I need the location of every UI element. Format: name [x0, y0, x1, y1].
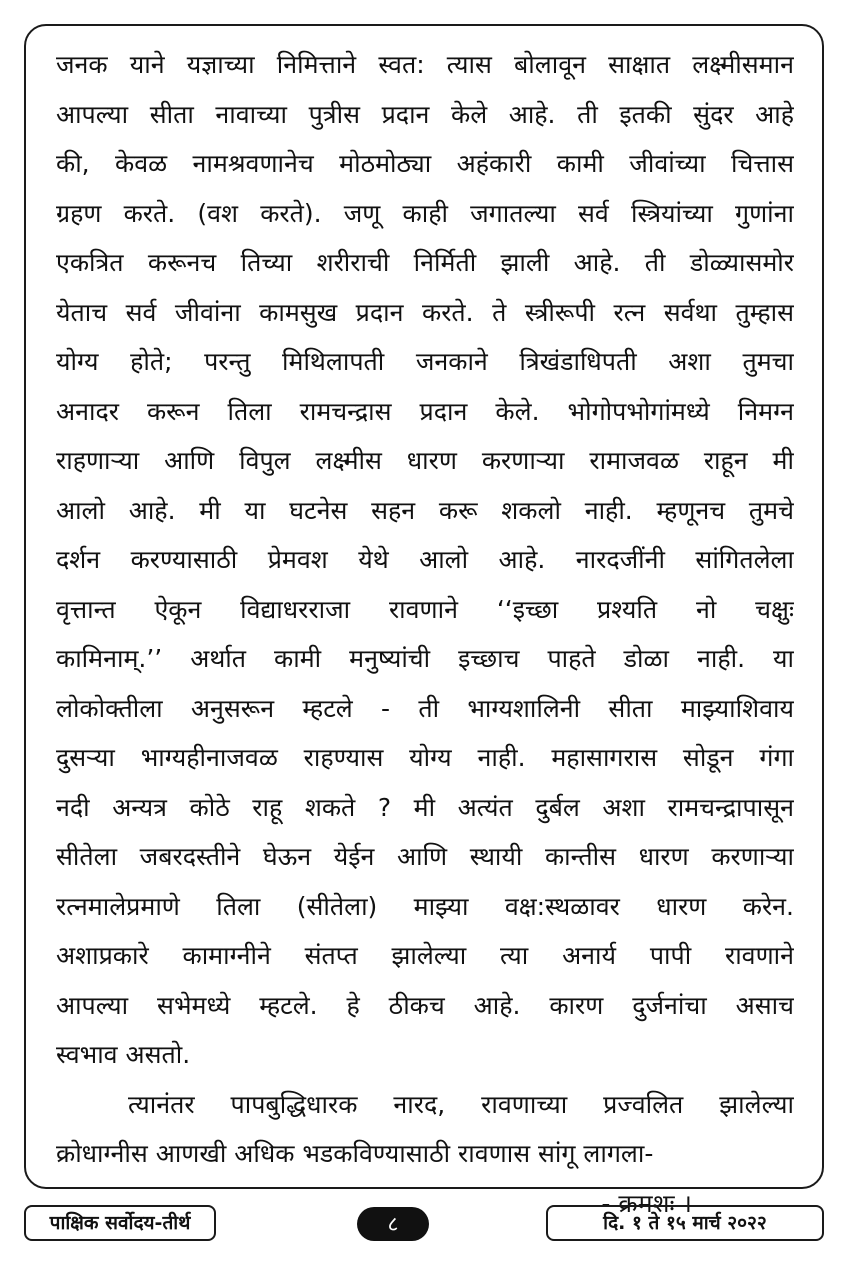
- body-line: ग्रहण करते. (वश करते). जणू काही जगातल्या सर्व स्त्रियांच्या गुणांना: [56, 198, 794, 228]
- body-line: नदी अन्यत्र कोठे राहू शकते ? मी अत्यंत दुर्बल अशा रामचन्द्रापासून: [56, 792, 794, 822]
- body-line: आपल्या सभेमध्ये म्हटले. हे ठीकच आहे. कारण दुर्जनांचा असाच: [56, 990, 794, 1020]
- body-line: की, केवळ नामश्रवणानेच मोठमोठ्या अहंकारी कामी जीवांच्या चित्तास: [56, 149, 794, 178]
- body-line: कामिनाम्.’’ अर्थात कामी मनुष्यांची इच्छाच पाहते डोळा नाही. या: [56, 644, 794, 673]
- issue-date: दि. १ ते १५ मार्च २०२२: [546, 1205, 824, 1241]
- body-line: दुसऱ्या भाग्यहीनाजवळ राहण्यास योग्य नाही. महासागरास सोडून गंगा: [56, 743, 794, 772]
- body-line: अशाप्रकारे कामाग्नीने संतप्त झालेल्या त्या अनार्य पापी रावणाने: [56, 941, 794, 970]
- to-be-continued: - क्रमशः ।: [601, 1188, 692, 1218]
- body-line: वृत्तान्त ऐकून विद्याधरराजा रावणाने ‘‘इच्छा प्रश्यति नो चक्षुः: [56, 594, 794, 624]
- body-line: आलो आहे. मी या घटनेस सहन करू शकलो नाही. म्हणूनच तुमचे: [56, 495, 794, 525]
- body-line: जनक याने यज्ञाच्या निमित्ताने स्वत: त्यास बोलावून साक्षात लक्ष्मीसमान: [56, 50, 794, 79]
- body-line: दर्शन करण्यासाठी प्रेमवश येथे आलो आहे. नारदजींनी सांगितलेला: [56, 545, 794, 574]
- body-line: स्वभाव असतो.: [56, 1040, 191, 1069]
- body-line: योग्य होते; परन्तु मिथिलापती जनकाने त्रिखंडाधिपती अशा तुमचा: [56, 347, 794, 376]
- body-line: आपल्या सीता नावाच्या पुत्रीस प्रदान केले आहे. ती इतकी सुंदर आहे: [56, 99, 794, 129]
- publication-name: पाक्षिक सर्वोदय-तीर्थ: [24, 1205, 216, 1241]
- body-line: क्रोधाग्नीस आणखी अधिक भडकविण्यासाठी रावणास सांगू लागला-: [56, 1139, 654, 1168]
- page-number: ८: [357, 1207, 429, 1241]
- body-line: त्यानंतर पापबुद्धिधारक नारद, रावणाच्या प्रज्वलित झालेल्या: [128, 1089, 794, 1119]
- body-line: रत्नमालेप्रमाणे तिला (सीतेला) माझ्या वक्ष:स्थळावर धारण करेन.: [56, 891, 794, 921]
- article-body: [56, 40, 794, 1228]
- body-line: राहणाऱ्या आणि विपुल लक्ष्मीस धारण करणाऱ्या रामाजवळ राहून मी: [56, 446, 794, 475]
- body-line: लोकोक्तीला अनुसरून म्हटले - ती भाग्यशालिनी सीता माझ्याशिवाय: [56, 693, 794, 723]
- body-line: एकत्रित करूनच तिच्या शरीराची निर्मिती झाली आहे. ती डोळ्यासमोर: [56, 248, 794, 277]
- body-line: अनादर करून तिला रामचन्द्रास प्रदान केले. भोगोपभोगांमध्ये निमग्न: [56, 396, 794, 426]
- body-line: सीतेला जबरदस्तीने घेऊन येईन आणि स्थायी कान्तीस धारण करणाऱ्या: [56, 842, 794, 871]
- body-line: येताच सर्व जीवांना कामसुख प्रदान करते. ते स्त्रीरूपी रत्न सर्वथा तुम्हास: [56, 297, 794, 327]
